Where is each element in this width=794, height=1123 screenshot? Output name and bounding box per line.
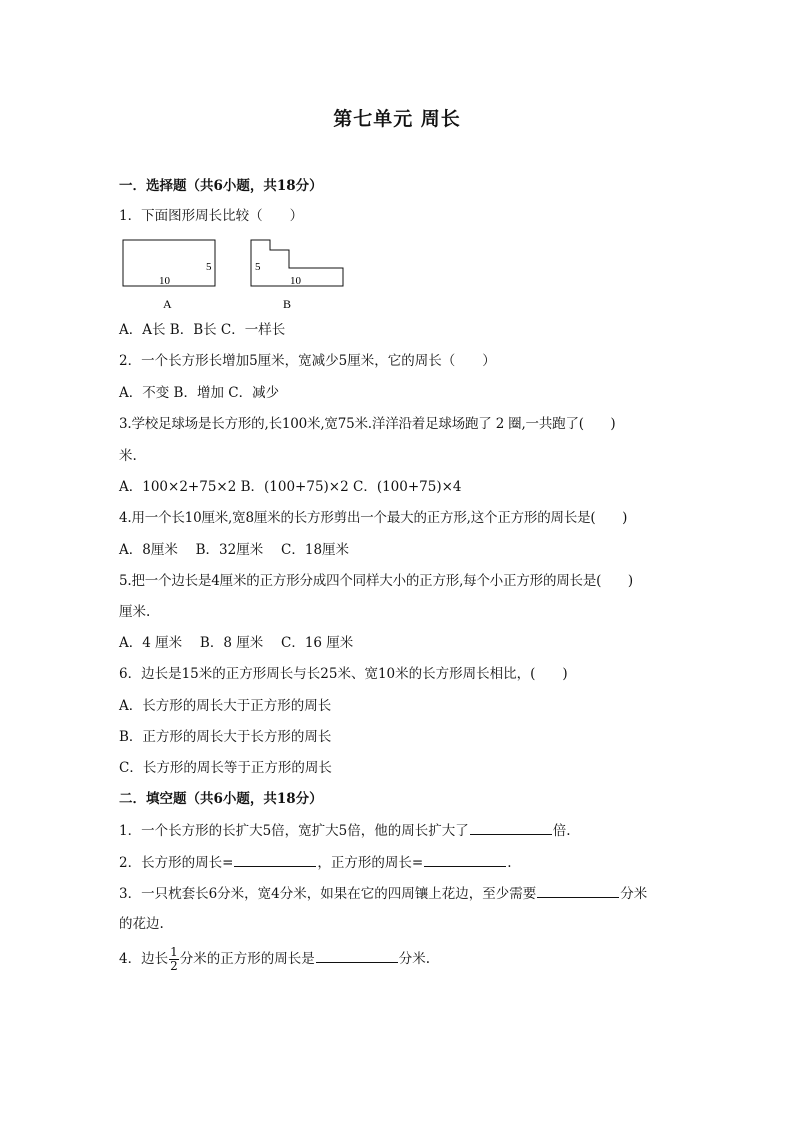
question-2-2-post: . — [507, 855, 512, 871]
question-2-3-cont: 的花边. — [119, 916, 164, 932]
section-1-heading: 一．选择题（共6小题，共18分） — [119, 178, 323, 194]
question-2-3 — [119, 883, 647, 904]
question-2-4-mid: 分米的正方形的周长是 — [179, 951, 315, 967]
question-1-5: 5.把一个边长是4厘米的正方形分成四个同样大小的正方形,每个小正方形的周长是( ) — [119, 573, 633, 589]
question-1-3-cont: 米. — [119, 448, 137, 464]
question-1-5-cont: 厘米. — [119, 604, 151, 620]
figure-a-width-label: 10 — [159, 275, 170, 287]
question-1-6-option-a: A．长方形的周长大于正方形的周长 — [119, 698, 332, 714]
question-1-2-options: A．不变 B．增加 C．减少 — [119, 385, 280, 401]
figure-b-width-label: 10 — [290, 275, 301, 287]
question-1-4: 4.用一个长10厘米,宽8厘米的长方形剪出一个最大的正方形,这个正方形的周长是( ) — [119, 510, 628, 526]
question-2-2-pre: 2．长方形的周长= — [119, 855, 234, 871]
figure-b-label: B — [283, 297, 292, 311]
page-title: 第七单元 周长 — [333, 108, 461, 130]
answer-blank[interactable] — [537, 883, 619, 898]
fraction-one-half — [169, 946, 179, 973]
question-2-4 — [119, 946, 430, 973]
question-1-1: 1．下面图形周长比较（ ） — [119, 208, 304, 224]
question-1-6-option-c: C．长方形的周长等于正方形的周长 — [119, 760, 332, 776]
question-2-3-pre: 3．一只枕套长6分米，宽4分米，如果在它的四周镶上花边，至少需要 — [119, 886, 537, 902]
question-2-2-mid: ，正方形的周长= — [317, 855, 424, 871]
question-2-4-pre: 4．边长 — [119, 951, 169, 967]
question-1-2: 2．一个长方形长增加5厘米，宽减少5厘米，它的周长（ ） — [119, 353, 496, 369]
question-2-2 — [119, 852, 512, 873]
question-1-4-options: A．8厘米 B．32厘米 C．18厘米 — [119, 542, 350, 558]
answer-blank[interactable] — [316, 948, 398, 963]
question-2-1-pre: 1．一个长方形的长扩大5倍，宽扩大5倍，他的周长扩大了 — [119, 823, 469, 839]
answer-blank[interactable] — [424, 852, 506, 867]
answer-blank[interactable] — [470, 820, 552, 835]
question-1-3: 3.学校足球场是长方形的,长100米,宽75米.洋洋沿着足球场跑了 2 圈,一共跑了( ) — [119, 416, 616, 432]
fraction-denominator: 2 — [170, 959, 178, 973]
question-1-6: 6．边长是15米的正方形周长与长25米、宽10米的长方形周长相比，( ) — [119, 666, 568, 682]
figure-b-height-label: 5 — [255, 261, 261, 273]
question-1-6-option-b: B．正方形的周长大于长方形的周长 — [119, 729, 332, 745]
answer-blank[interactable] — [234, 852, 316, 867]
question-2-1 — [119, 820, 571, 841]
figure-a-label: A — [163, 297, 172, 311]
question-1-3-options: A．100×2+75×2 B．(100+75)×2 C．(100+75)×4 — [119, 479, 462, 495]
question-1-1-options: A．A长 B．B长 C．一样长 — [119, 322, 286, 338]
question-2-3-post: 分米 — [620, 886, 648, 902]
question-2-4-post: 分米. — [398, 951, 431, 967]
perimeter-figures — [119, 236, 359, 316]
figure-a-height-label: 5 — [206, 261, 212, 273]
fraction-numerator: 1 — [170, 945, 178, 959]
section-2-heading: 二．填空题（共6小题，共18分） — [119, 791, 323, 807]
question-2-1-post: 倍. — [552, 823, 571, 839]
question-1-5-options: A．4 厘米 B．8 厘米 C．16 厘米 — [119, 635, 354, 651]
